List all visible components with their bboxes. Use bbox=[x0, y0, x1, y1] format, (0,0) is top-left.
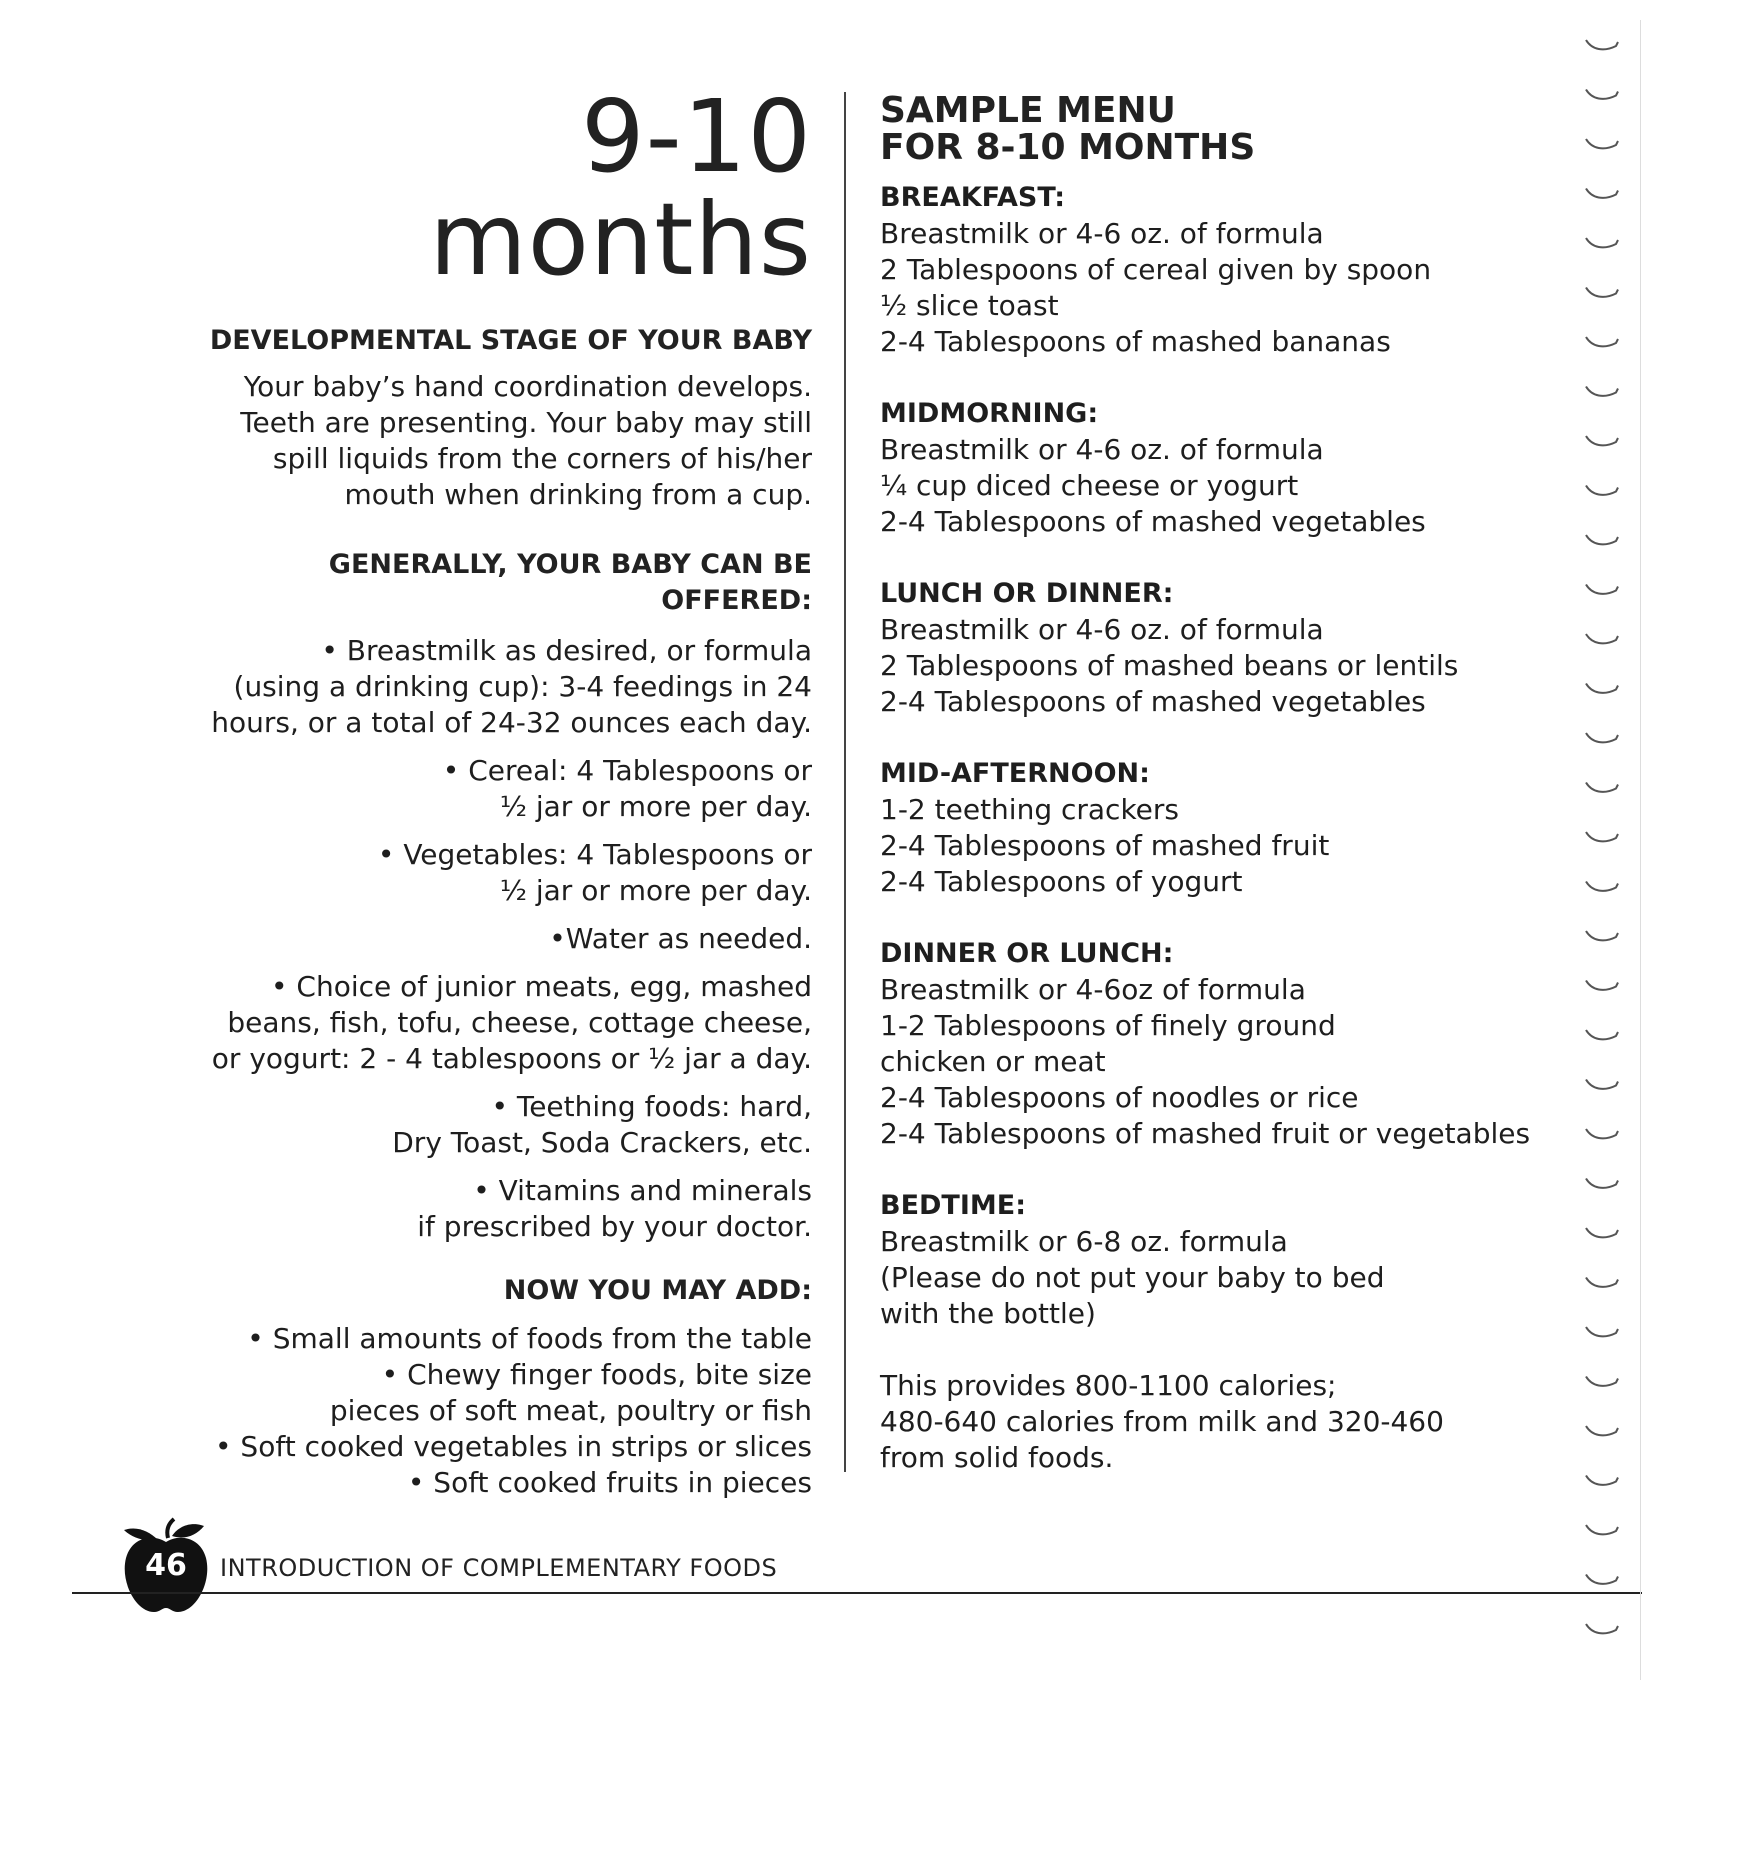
binding-ring bbox=[1586, 189, 1618, 198]
binding-ring bbox=[1586, 1624, 1618, 1633]
binding-ring bbox=[1586, 733, 1618, 742]
footer-rule bbox=[72, 1592, 1642, 1594]
binding-ring bbox=[1586, 436, 1618, 445]
meal-line: 2-4 Tablespoons of yogurt bbox=[880, 865, 1243, 898]
text-line: • Chewy finger foods, bite size bbox=[381, 1358, 812, 1391]
text-line: or yogurt: 2 - 4 tablespoons or ½ jar a day. bbox=[211, 1042, 812, 1075]
text-line: • Vegetables: 4 Tablespoons or bbox=[377, 838, 812, 871]
text-line: • Choice of junior meats, egg, mashed bbox=[271, 970, 812, 1003]
meal-line: 2-4 Tablespoons of mashed vegetables bbox=[880, 685, 1426, 718]
offer-item bbox=[180, 1173, 812, 1245]
title-line: months bbox=[429, 181, 812, 298]
meal-mid-afternoon bbox=[880, 756, 1580, 900]
text-line: mouth when drinking from a cup. bbox=[344, 478, 812, 511]
page-title bbox=[180, 78, 812, 298]
spiral-binding bbox=[1578, 30, 1638, 1670]
meal-line: 1-2 Tablespoons of finely ground bbox=[880, 1009, 1336, 1042]
add-list bbox=[180, 1321, 812, 1501]
binding-ring bbox=[1586, 1129, 1618, 1138]
right-column bbox=[880, 92, 1580, 1476]
offer-item bbox=[180, 753, 812, 825]
binding-ring bbox=[1586, 1228, 1618, 1237]
text-line: • Teething foods: hard, bbox=[491, 1090, 812, 1123]
text-line: Dry Toast, Soda Crackers, etc. bbox=[392, 1126, 812, 1159]
calorie-summary bbox=[880, 1368, 1580, 1476]
binding-ring bbox=[1586, 1030, 1618, 1039]
add-heading: NOW YOU MAY ADD: bbox=[503, 1275, 812, 1306]
binding-ring bbox=[1586, 387, 1618, 396]
text-line: Your baby’s hand coordination develops. bbox=[243, 370, 812, 403]
meal-title: BEDTIME: bbox=[880, 1190, 1027, 1221]
meal-midmorning bbox=[880, 396, 1580, 540]
binding-ring bbox=[1586, 40, 1618, 49]
meal-title: BREAKFAST: bbox=[880, 182, 1066, 213]
text-line: • Cereal: 4 Tablespoons or bbox=[442, 754, 812, 787]
meal-line: 1-2 teething crackers bbox=[880, 793, 1179, 826]
offer-item bbox=[180, 837, 812, 909]
offered-heading: GENERALLY, YOUR BABY CAN BE OFFERED: bbox=[328, 549, 812, 616]
meal-line: 2-4 Tablespoons of mashed bananas bbox=[880, 325, 1391, 358]
meal-line: Breastmilk or 4-6 oz. of formula bbox=[880, 613, 1324, 646]
meal-line: 2 Tablespoons of cereal given by spoon bbox=[880, 253, 1432, 286]
summary-line: This provides 800-1100 calories; bbox=[880, 1369, 1337, 1402]
text-line: ½ jar or more per day. bbox=[499, 790, 812, 823]
text-line: • Breastmilk as desired, or formula bbox=[321, 634, 812, 667]
meal-line: 2-4 Tablespoons of noodles or rice bbox=[880, 1081, 1359, 1114]
binding-ring bbox=[1586, 882, 1618, 891]
menu-list bbox=[880, 180, 1580, 1476]
binding-ring bbox=[1586, 684, 1618, 693]
meal-line: 2-4 Tablespoons of mashed vegetables bbox=[880, 505, 1426, 538]
binding-ring bbox=[1586, 535, 1618, 544]
text-line: • Soft cooked fruits in pieces bbox=[407, 1466, 812, 1499]
binding-ring bbox=[1586, 1525, 1618, 1534]
text-line: beans, fish, tofu, cheese, cottage cheese, bbox=[227, 1006, 812, 1039]
meal-line: ½ slice toast bbox=[880, 289, 1059, 322]
binding-ring bbox=[1586, 585, 1618, 594]
text-line: Teeth are presenting. Your baby may still bbox=[240, 406, 812, 439]
offer-item bbox=[180, 921, 812, 957]
meal-title: MID-AFTERNOON: bbox=[880, 758, 1150, 789]
text-line: • Vitamins and minerals bbox=[473, 1174, 812, 1207]
text-line: • Soft cooked vegetables in strips or slices bbox=[215, 1430, 812, 1463]
text-line: pieces of soft meat, poultry or fish bbox=[329, 1394, 812, 1427]
meal-breakfast bbox=[880, 180, 1580, 360]
summary-line: from solid foods. bbox=[880, 1441, 1114, 1474]
text-line: ½ jar or more per day. bbox=[499, 874, 812, 907]
offer-item bbox=[180, 1089, 812, 1161]
meal-line: 2 Tablespoons of mashed beans or lentils bbox=[880, 649, 1459, 682]
binding-ring bbox=[1586, 1575, 1618, 1584]
meal-line: 2-4 Tablespoons of mashed fruit or vegetables bbox=[880, 1117, 1531, 1150]
meal-line: 2-4 Tablespoons of mashed fruit bbox=[880, 829, 1330, 862]
offer-item bbox=[180, 633, 812, 741]
binding-ring bbox=[1586, 634, 1618, 643]
text-line: • Small amounts of foods from the table bbox=[247, 1322, 812, 1355]
meal-bedtime bbox=[880, 1188, 1580, 1332]
meal-line: Breastmilk or 6-8 oz. formula bbox=[880, 1225, 1288, 1258]
binding-ring bbox=[1586, 1080, 1618, 1089]
title-line: 9-10 bbox=[581, 78, 812, 195]
column-divider bbox=[844, 92, 846, 1472]
page-edge bbox=[1640, 20, 1641, 1680]
meal-line: ¼ cup diced cheese or yogurt bbox=[880, 469, 1299, 502]
meal-dinner-or-lunch bbox=[880, 936, 1580, 1152]
meal-title: DINNER OR LUNCH: bbox=[880, 938, 1174, 969]
text-line: if prescribed by your doctor. bbox=[417, 1210, 812, 1243]
meal-line: Breastmilk or 4-6 oz. of formula bbox=[880, 217, 1324, 250]
text-line: spill liquids from the corners of his/her bbox=[272, 442, 812, 475]
binding-ring bbox=[1586, 1377, 1618, 1386]
text-line: •Water as needed. bbox=[549, 922, 812, 955]
binding-ring bbox=[1586, 832, 1618, 841]
title-line: FOR 8-10 MONTHS bbox=[880, 127, 1256, 168]
binding-ring bbox=[1586, 1327, 1618, 1336]
left-column bbox=[180, 78, 812, 1501]
binding-ring bbox=[1586, 783, 1618, 792]
meal-line: (Please do not put your baby to bed bbox=[880, 1261, 1385, 1294]
offer-item bbox=[180, 969, 812, 1077]
meal-line: with the bottle) bbox=[880, 1297, 1096, 1330]
sample-menu-title bbox=[880, 92, 1580, 166]
text-line: (using a drinking cup): 3-4 feedings in 24 bbox=[233, 670, 812, 703]
meal-title: MIDMORNING: bbox=[880, 398, 1099, 429]
meal-lunch-or-dinner bbox=[880, 576, 1580, 720]
binding-ring bbox=[1586, 238, 1618, 247]
binding-ring bbox=[1586, 1179, 1618, 1188]
binding-ring bbox=[1586, 139, 1618, 148]
binding-ring bbox=[1586, 288, 1618, 297]
binding-ring bbox=[1586, 931, 1618, 940]
footer-section-title: INTRODUCTION OF COMPLEMENTARY FOODS bbox=[220, 1554, 778, 1582]
dev-stage-heading: DEVELOPMENTAL STAGE OF YOUR BABY bbox=[209, 325, 812, 356]
binding-ring bbox=[1586, 1426, 1618, 1435]
summary-line: 480-640 calories from milk and 320-460 bbox=[880, 1405, 1444, 1438]
text-line: hours, or a total of 24-32 ounces each day. bbox=[211, 706, 812, 739]
binding-ring bbox=[1586, 337, 1618, 346]
binding-ring bbox=[1586, 1476, 1618, 1485]
meal-line: Breastmilk or 4-6 oz. of formula bbox=[880, 433, 1324, 466]
binding-ring bbox=[1586, 486, 1618, 495]
meal-title: LUNCH OR DINNER: bbox=[880, 578, 1174, 609]
page-number: 46 bbox=[145, 1548, 187, 1583]
title-line: SAMPLE MENU bbox=[880, 90, 1176, 131]
meal-line: Breastmilk or 4-6oz of formula bbox=[880, 973, 1306, 1006]
binding-ring bbox=[1586, 1278, 1618, 1287]
binding-ring bbox=[1586, 90, 1618, 99]
meal-line: chicken or meat bbox=[880, 1045, 1106, 1078]
dev-stage-paragraph bbox=[180, 369, 812, 513]
binding-ring bbox=[1586, 981, 1618, 990]
